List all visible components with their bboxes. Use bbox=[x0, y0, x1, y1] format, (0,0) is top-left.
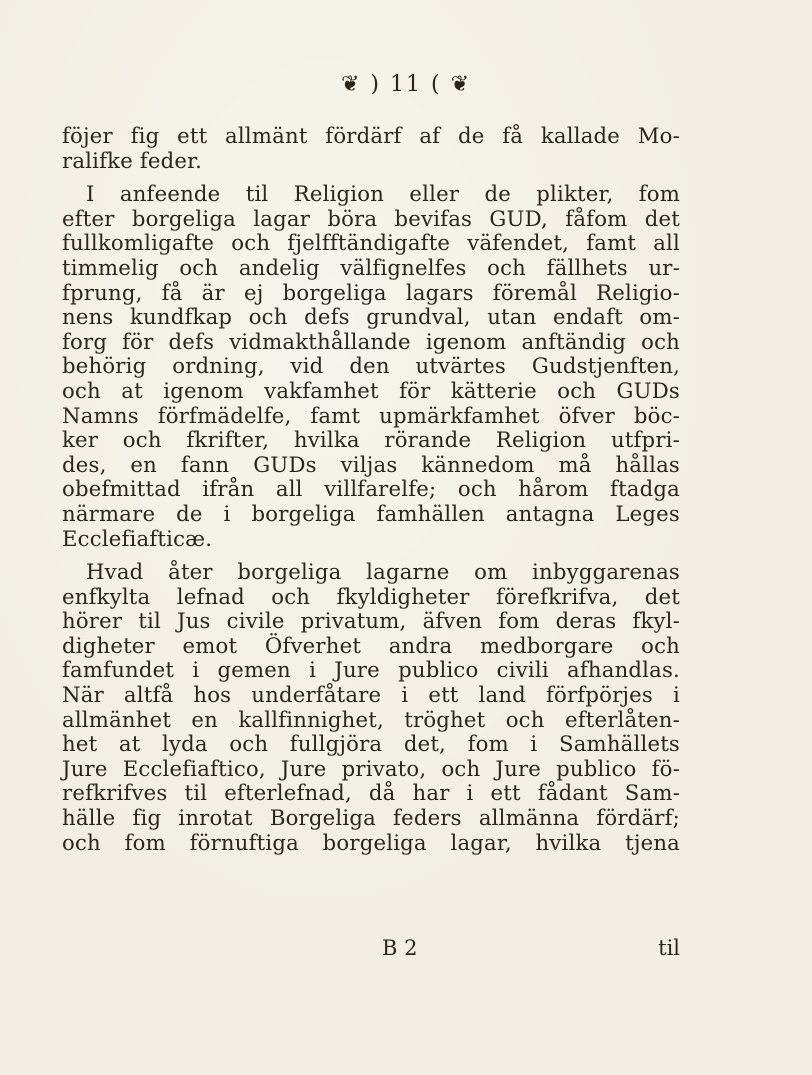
text-line: När altfå hos underfåtare i ett land förfpörjes i bbox=[62, 682, 680, 708]
page-header bbox=[0, 72, 812, 97]
page-footer bbox=[62, 936, 680, 962]
text-line: och at igenom vakfamhet för kätterie och GUDs bbox=[62, 377, 680, 403]
text-line: digheter emot Öfverhet andra medborgare och bbox=[62, 632, 680, 658]
signature-mark: B 2 bbox=[382, 936, 418, 960]
text-line: ker och fkrifter, hvilka rörande Religion utfpri- bbox=[62, 427, 680, 453]
text-line: ralifke feder. bbox=[62, 147, 203, 173]
text-line: Jure Ecclefiaftico, Jure privato, och Jure publico fö- bbox=[62, 755, 680, 781]
text-line: föjer fig ett allmänt fördärf af de få kallade Mo- bbox=[62, 123, 680, 148]
body-text bbox=[62, 124, 680, 855]
text-line: Hvad åter borgeliga lagarne om inbyggarenas bbox=[86, 559, 680, 585]
text-line: Namns förfmädelfe, famt upmärkfamhet öfver böc- bbox=[62, 402, 680, 428]
text-line: och fom förnuftiga borgeliga lagar, hvilka tjena bbox=[62, 829, 680, 855]
catchword: til bbox=[658, 936, 680, 960]
text-line: nens kundfkap och defs grundval, utan endaft om- bbox=[62, 304, 680, 330]
text-line: I anfeende til Religion eller de plikter, fom bbox=[86, 181, 680, 207]
text-line: Ecclefiafticæ. bbox=[62, 525, 213, 551]
text-line: närmare de i borgeliga famhällen antagna Leges bbox=[62, 500, 680, 526]
text-line: efter borgeliga lagar böra bevifas GUD, fåfom det bbox=[62, 205, 680, 231]
text-line: des, en fann GUDs viljas kännedom må hållas bbox=[62, 451, 680, 477]
text-line: hörer til Jus civile privatum, äfven fom deras fkyl- bbox=[62, 608, 680, 634]
text-line: timmelig och andelig välfignelfes och fällhets ur- bbox=[62, 254, 680, 280]
text-line: allmänhet en kallfinnighet, tröghet och efterlåten- bbox=[62, 706, 680, 732]
text-line: hälle fig inrotat Borgeliga feders allmänna fördärf; bbox=[62, 805, 680, 831]
text-line: forg för defs vidmakthållande igenom anftändig och bbox=[62, 328, 680, 354]
text-line: obefmittad ifrån all villfarelfe; och hårom ftadga bbox=[62, 476, 680, 502]
text-line: refkrifves til efterlefnad, då har i ett fådant Sam- bbox=[62, 780, 680, 806]
page-number: ❦ ) 11 ( ❦ bbox=[341, 72, 471, 97]
paragraph-2 bbox=[62, 182, 680, 551]
text-line: famfundet i gemen i Jure publico civili afhandlas. bbox=[62, 657, 680, 683]
paragraph-1 bbox=[62, 124, 680, 173]
text-line: behörig ordning, vid den utvärtes Gudstjenften, bbox=[62, 353, 680, 379]
text-line: fprung, få är ej borgeliga lagars föremål Religio- bbox=[62, 279, 680, 305]
paragraph-3 bbox=[62, 560, 680, 855]
text-line: enfkylta lefnad och fkyldigheter förefkrifva, det bbox=[62, 583, 680, 609]
text-line: fullkomligafte och fjelfftändigafte väfendet, famt all bbox=[62, 230, 680, 256]
text-line: het at lyda och fullgjöra det, fom i Samhällets bbox=[62, 731, 680, 757]
